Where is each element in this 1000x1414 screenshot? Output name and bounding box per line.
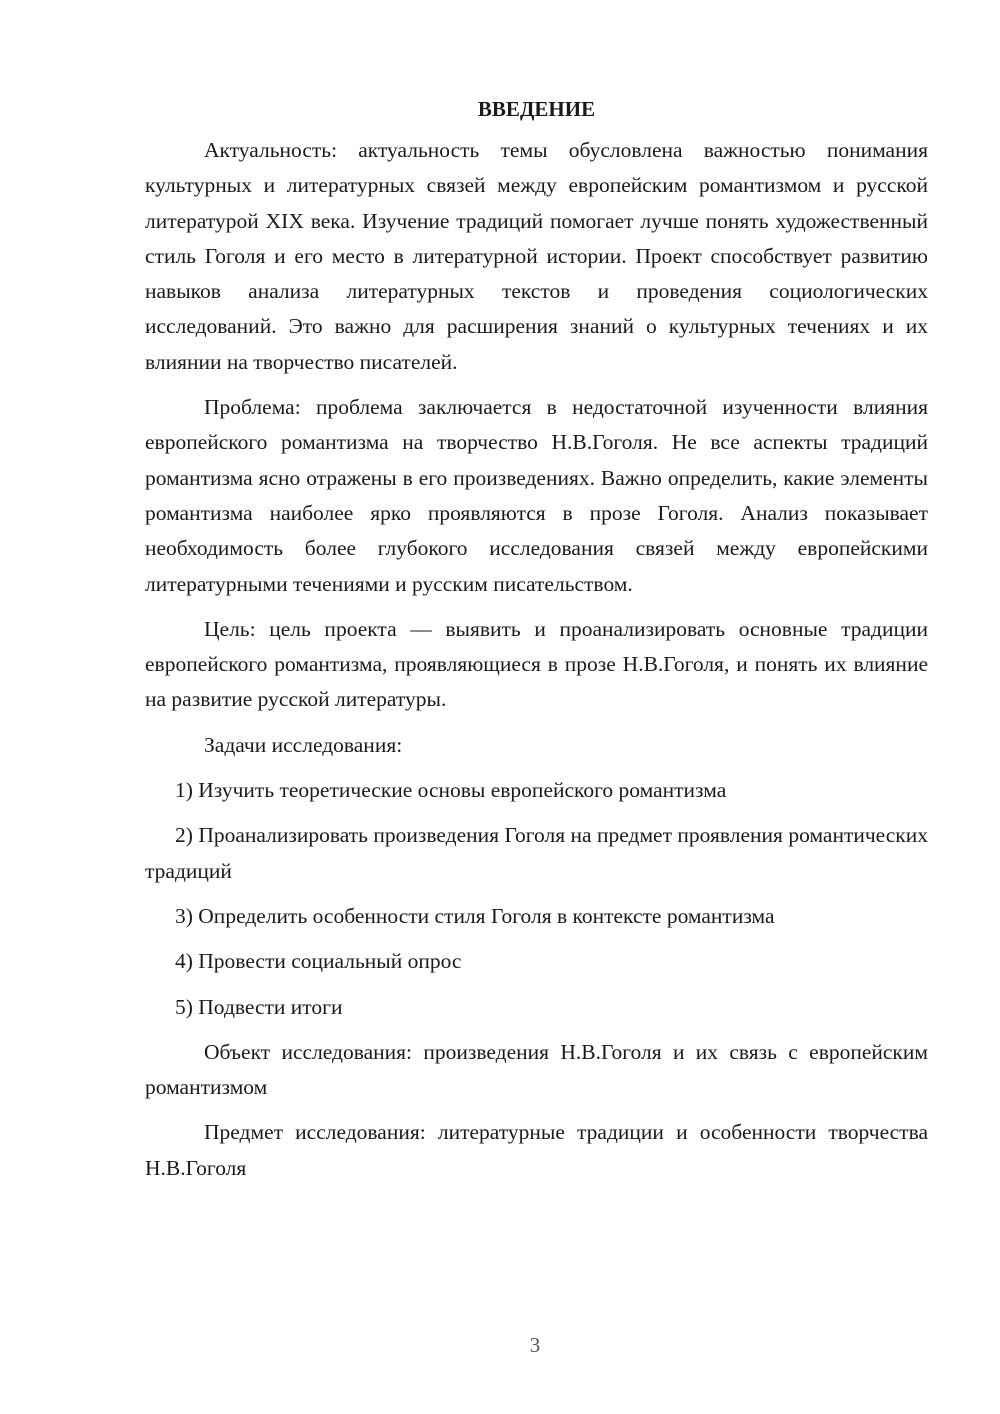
page-number: 3 <box>529 1333 541 1357</box>
task-item: 2) Проанализировать произведения Гоголя на предмет проявления романтических традиций <box>145 823 928 883</box>
page-content <box>145 92 928 1196</box>
task-item: 3) Определить особенности стиля Гоголя в контексте романтизма <box>175 903 775 928</box>
task-item: 5) Подвести итоги <box>175 994 343 1019</box>
paragraph-relevance: Актуальность: актуальность темы обусловлена важностью понимания культурных и литературных связей между европейским романтизмом и русской литературой XIX века. Изучение традиций помогает лучше понять художественный стиль Гоголя и его место в литературной истории. Проект способствует развитию навыков анализа литературных текстов и проведения социологических исследований. Это важно для расширения знаний о культурных течениях и их влиянии на творчество писателей. <box>145 138 928 374</box>
task-item: 1) Изучить теоретические основы европейского романтизма <box>175 778 727 803</box>
page-title: ВВЕДЕНИЕ <box>477 97 596 121</box>
paragraph-problem: Проблема: проблема заключается в недостаточной изученности влияния европейского романтизма на творчество Н.В.Гоголя. Не все аспекты традиций романтизма ясно отражены в его произведениях. Важно определить, какие элементы романтизма наиболее ярко проявляются в прозе Гоголя. Анализ показывает необходимость более глубокого исследования связей между европейскими литературными течениями и русским писательством. <box>145 395 928 596</box>
tasks-heading: Задачи исследования: <box>204 732 403 757</box>
task-item: 4) Провести социальный опрос <box>175 949 462 974</box>
paragraph-goal: Цель: цель проекта — выявить и проанализировать основные традиции европейского романтизма, проявляющиеся в прозе Н.В.Гоголя, и понять их влияние на развитие русской литературы. <box>145 616 928 712</box>
paragraph-object: Объект исследования: произведения Н.В.Гоголя и их связь с европейским романтизмом <box>145 1039 928 1100</box>
paragraph-subject: Предмет исследования: литературные традиции и особенности творчества Н.В.Гоголя <box>145 1120 928 1180</box>
